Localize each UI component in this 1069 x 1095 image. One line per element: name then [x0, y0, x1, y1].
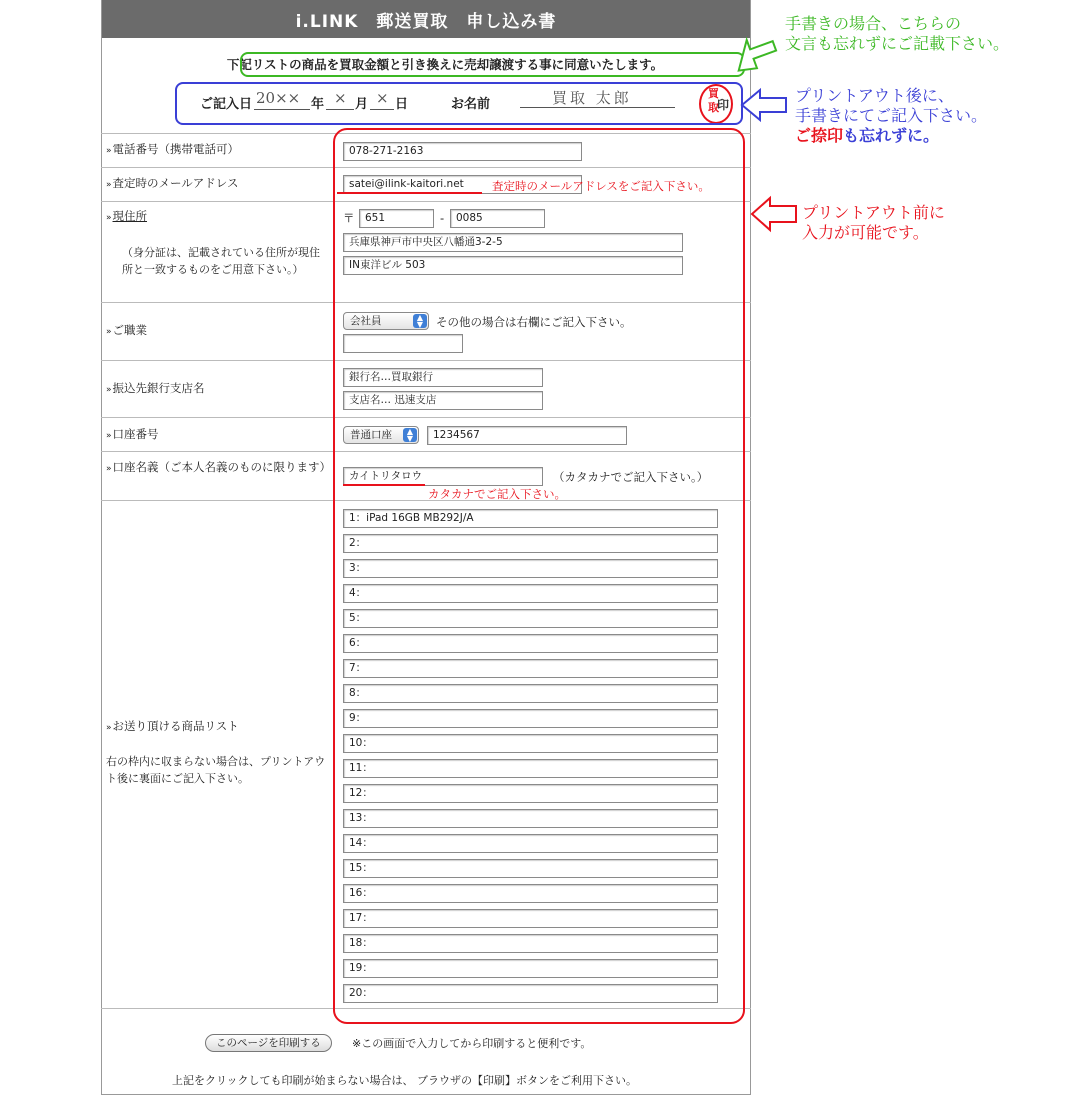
- account-number-input[interactable]: 1234567: [427, 426, 627, 445]
- item-input[interactable]: 20：: [343, 984, 718, 1003]
- agreement-text: 下記リストの商品を買取金額と引き換えに売却譲渡する事に同意いたします。: [226, 57, 664, 72]
- date-label: ご記入日: [200, 97, 253, 112]
- account-name-red-note: カタカナでご記入下さい。: [428, 487, 566, 501]
- blue-annotation-box: [175, 82, 743, 125]
- occupation-select[interactable]: 会社員 ▲ ▼: [343, 312, 429, 330]
- green-annotation-box: [240, 52, 745, 77]
- year-label: 年: [311, 97, 325, 112]
- email-note: 査定時のメールアドレスをご記入下さい。: [492, 179, 710, 193]
- select-arrows-icon: ▲ ▼: [413, 314, 427, 328]
- item-input[interactable]: 3：: [343, 559, 718, 578]
- item-input[interactable]: 9：: [343, 709, 718, 728]
- blue-note: プリントアウト後に、 手書きにてご記入下さい。 ご捺印も忘れずに。: [795, 86, 988, 145]
- account-name-note: （カタカナでご記入下さい。）: [553, 470, 709, 484]
- zip-mark: 〒: [343, 211, 355, 225]
- zip-input-2[interactable]: 0085: [450, 209, 545, 228]
- phone-input[interactable]: 078-271-2163: [343, 142, 582, 161]
- account-name-label: »口座名義（ご本人名義のものに限ります）: [106, 460, 332, 474]
- item-input[interactable]: 5：: [343, 609, 718, 628]
- name-label: お名前: [451, 97, 491, 112]
- account-number-label: »口座番号: [106, 427, 159, 441]
- item-input[interactable]: 10：: [343, 734, 718, 753]
- item-input[interactable]: 17：: [343, 909, 718, 928]
- blue-arrow-icon: [740, 88, 790, 122]
- item-input[interactable]: 15：: [343, 859, 718, 878]
- phone-label: »電話番号（携帯電話可）: [106, 142, 240, 156]
- address-note: （身分証は、記載されている住所が現住所と一致するものをご用意下さい。）: [122, 246, 320, 276]
- item-input[interactable]: 12：: [343, 784, 718, 803]
- address-line2-input[interactable]: IN東洋ビル 503: [343, 256, 683, 275]
- account-type-select[interactable]: 普通口座 ▲ ▼: [343, 426, 419, 444]
- year-handwritten: 20××: [256, 89, 301, 107]
- red-note: プリントアウト前に 入力が可能です。: [802, 203, 945, 242]
- name-handwritten: 買取 太郎: [552, 89, 632, 107]
- zip-separator: -: [440, 211, 445, 225]
- email-input[interactable]: satei@ilink-kaitori.net: [343, 175, 582, 194]
- item-input[interactable]: 13：: [343, 809, 718, 828]
- occupation-label: »ご職業: [106, 323, 148, 337]
- seal-stamp: 買取 印: [699, 84, 733, 124]
- occupation-note: その他の場合は右欄にご記入下さい。: [436, 315, 632, 329]
- account-name-input[interactable]: カイトリタロウ: [343, 467, 543, 486]
- item-input[interactable]: 11：: [343, 759, 718, 778]
- page-title: i.LINK 郵送買取 申し込み書: [102, 0, 750, 38]
- item-input[interactable]: 6：: [343, 634, 718, 653]
- item-input[interactable]: 8：: [343, 684, 718, 703]
- address-label: »現住所: [106, 209, 148, 223]
- email-label: »査定時のメールアドレス: [106, 176, 239, 190]
- print-button[interactable]: このページを印刷する: [205, 1034, 332, 1052]
- bank-label: »振込先銀行支店名: [106, 381, 205, 395]
- item-input[interactable]: 14：: [343, 834, 718, 853]
- green-note: 手書きの場合、こちらの 文言も忘れずにご記載下さい。: [785, 14, 1010, 53]
- item-input[interactable]: 16：: [343, 884, 718, 903]
- month-label: 月: [355, 97, 369, 112]
- print-hint: ※この画面で入力してから印刷すると便利です。: [352, 1037, 592, 1050]
- print-fallback-text: 上記をクリックしても印刷が始まらない場合は、 ブラウザの【印刷】ボタンをご利用下さい。: [172, 1074, 638, 1087]
- green-arrow-icon: [730, 34, 780, 70]
- item-input[interactable]: 18：: [343, 934, 718, 953]
- day-handwritten: ×: [376, 89, 389, 107]
- month-handwritten: ×: [334, 89, 347, 107]
- address-line1-input[interactable]: 兵庫県神戸市中央区八幡通3-2-5: [343, 233, 683, 252]
- item-input[interactable]: 4：: [343, 584, 718, 603]
- items-label: »お送り頂ける商品リスト: [106, 719, 239, 733]
- branch-name-input[interactable]: 支店名… 迅速支店: [343, 391, 543, 410]
- red-arrow-icon: [750, 196, 800, 232]
- item-input[interactable]: 2：: [343, 534, 718, 553]
- bank-name-input[interactable]: 銀行名…買取銀行: [343, 368, 543, 387]
- items-note: 右の枠内に収まらない場合は、プリントアウト後に裏面にご記入下さい。: [106, 755, 326, 785]
- select-arrows-icon: ▲ ▼: [403, 428, 417, 442]
- red-annotation-box: [333, 128, 745, 1024]
- day-label: 日: [395, 97, 409, 112]
- item-input[interactable]: 1：iPad 16GB MB292J/A: [343, 509, 718, 528]
- item-input[interactable]: 19：: [343, 959, 718, 978]
- item-input[interactable]: 7：: [343, 659, 718, 678]
- zip-input-1[interactable]: 651: [359, 209, 434, 228]
